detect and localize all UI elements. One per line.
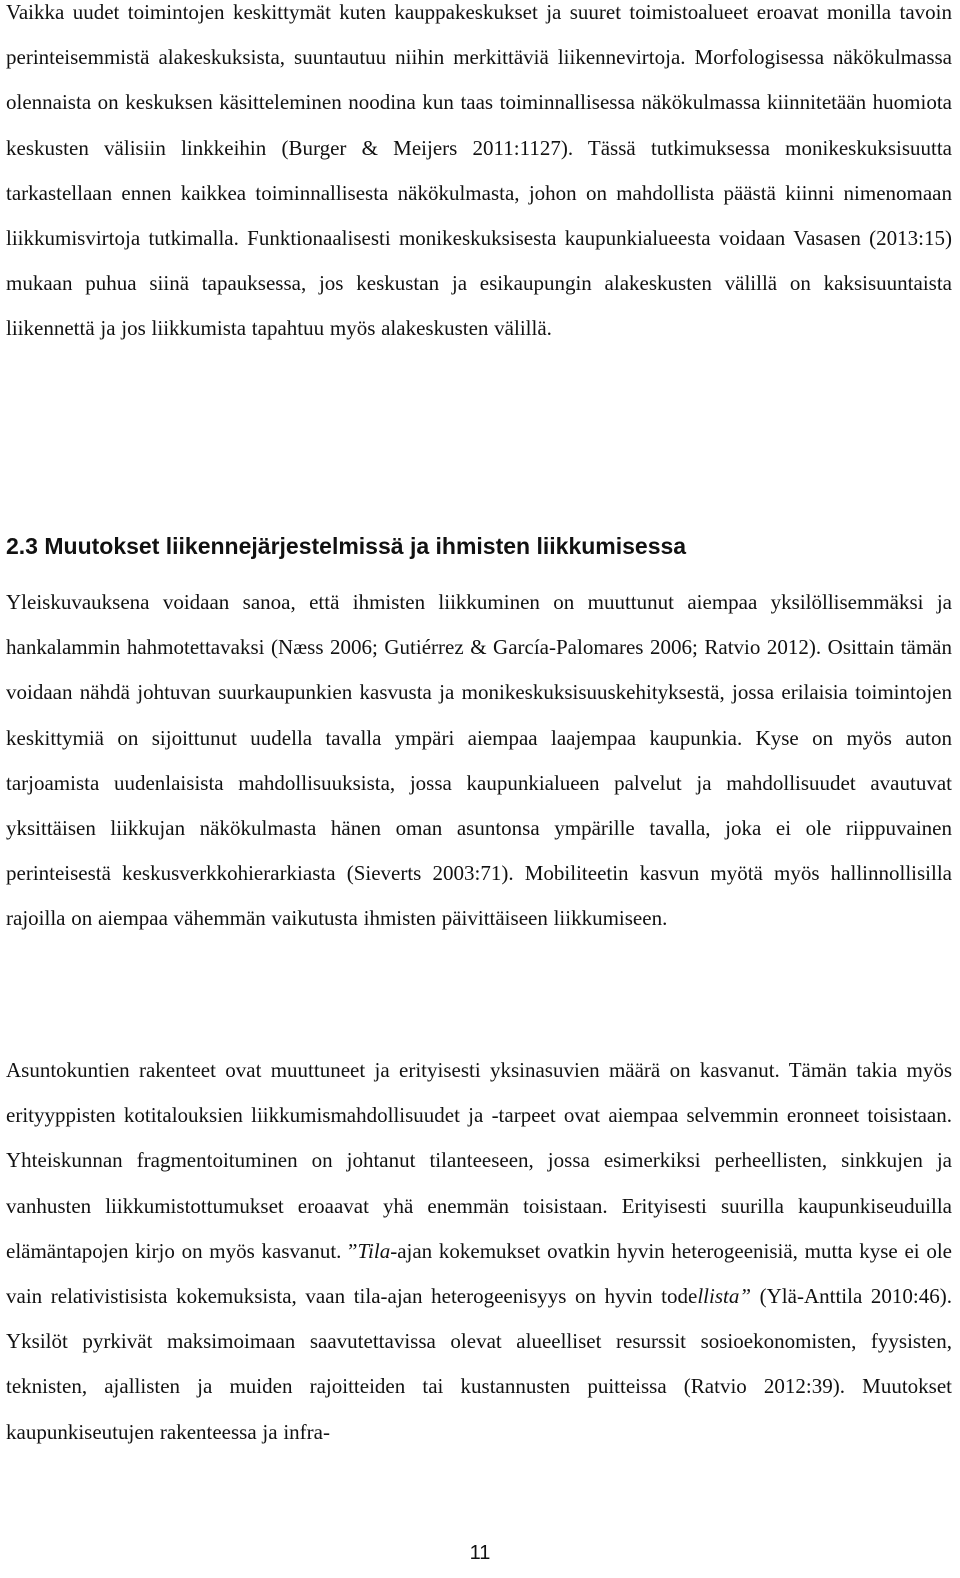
paragraph-text-segment: -ajan kokemukset ovatkin hyvin heterogeenisiä, mutta kyse ei ole vain relativistisista kokemuksista, vaan tila-ajan heterogeenisyys on hyvin tode (6, 1238, 952, 1309)
paragraph-household-structures (6, 1048, 952, 1455)
paragraph-mobility-changes: Yleiskuvauksena voidaan sanoa, että ihmisten liikkuminen on muuttunut aiempaa yksilöllisemmäksi ja hankalammin hahmotettavaksi (Næss 2006; Gutiérrez & García-Palomares 2006; Ratvio 2012). Osittain tämän voidaan nähdä johtuvan suurkaupunkien kasvusta ja monikeskuksisuuskehityksestä, jossa erilaisia toimintojen keskittymiä on sijoittunut uudella tavalla ympäri aiempaa laajempaa kaupunkia. Kyse on myös auton tarjoamista uudenlaisista mahdollisuuksista, jossa kaupunkialueen palvelut ja mahdollisuudet avautuvat yksittäisen liikkujan näkökulmasta hänen oman asuntonsa ympärille tavalla, joka ei ole riippuvainen perinteisestä keskusverkkohierarkiasta (Sieverts 2003:71). Mobiliteetin kasvun myötä myös hallinnollisilla rajoilla on aiempaa vähemmän vaikutusta ihmisten päivittäiseen liikkumiseen. (6, 590, 952, 931)
page-number: 11 (469, 1542, 491, 1564)
paragraph-text-segment: (Ylä-Anttila 2010:46). Yksilöt pyrkivät maksimoimaan saavutettavissa olevat alueelliset resurssit sosioekonomisten, fyysisten, teknisten, ajallisten ja muiden rajoitteiden tai kustannusten puitteissa (Ratvio 2012:39). Muutokset kaupunkiseutujen rakenteessa ja infra- (6, 1284, 952, 1444)
italic-text-segment: llista” (697, 1284, 752, 1309)
paragraph-text-segment: Asuntokuntien rakenteet ovat muuttuneet ja erityisesti yksinasuvien määrä on kasvanut. Tämän takia myös erityyppisten kotitalouksien liikkumismahdollisuudet ja -tarpeet ovat aiempaa selvemmin eronneet toisistaan. Yhteiskunnan fragmentoituminen on johtanut tilanteeseen, jossa esimerkiksi perheellisten, sinkkujen ja vanhusten liikkumistottumukset eroaavat yhä enemmän toisistaan. Erityisesti suurilla kaupunkiseuduilla elämäntapojen kirjo on myös kasvanut. ” (6, 1058, 952, 1263)
paragraph-polycentricity: Vaikka uudet toimintojen keskittymät kuten kauppakeskukset ja suuret toimistoalueet eroavat monilla tavoin perinteisemmistä alakeskuksista, suuntautuu niihin merkittäviä liikennevirtoja. Morfologisessa näkökulmassa olennaista on keskuksen käsitteleminen noodina kun taas toiminnallisessa näkökulmassa kiinnitetään huomiota keskusten välisiin linkkeihin (Burger & Meijers 2011:1127). Tässä tutkimuksessa monikeskuksisuutta tarkastellaan ennen kaikkea toiminnallisesta näkökulmasta, johon on mahdollista päästä kiinni nimenomaan liikkumisvirtoja tutkimalla. Funktionaalisesti monikeskuksisesta kaupunkialueesta voidaan Vasasen (2013:15) mukaan puhua siinä tapauksessa, jos keskustan ja esikaupungin alakeskusten välillä on kaksisuuntaista liikennettä ja jos liikkumista tapahtuu myös alakeskusten välillä. (6, 0, 952, 341)
italic-text-segment: Tila (357, 1238, 391, 1263)
section-heading: 2.3 Muutokset liikennejärjestelmissä ja ihmisten liikkumisessa (6, 533, 687, 559)
